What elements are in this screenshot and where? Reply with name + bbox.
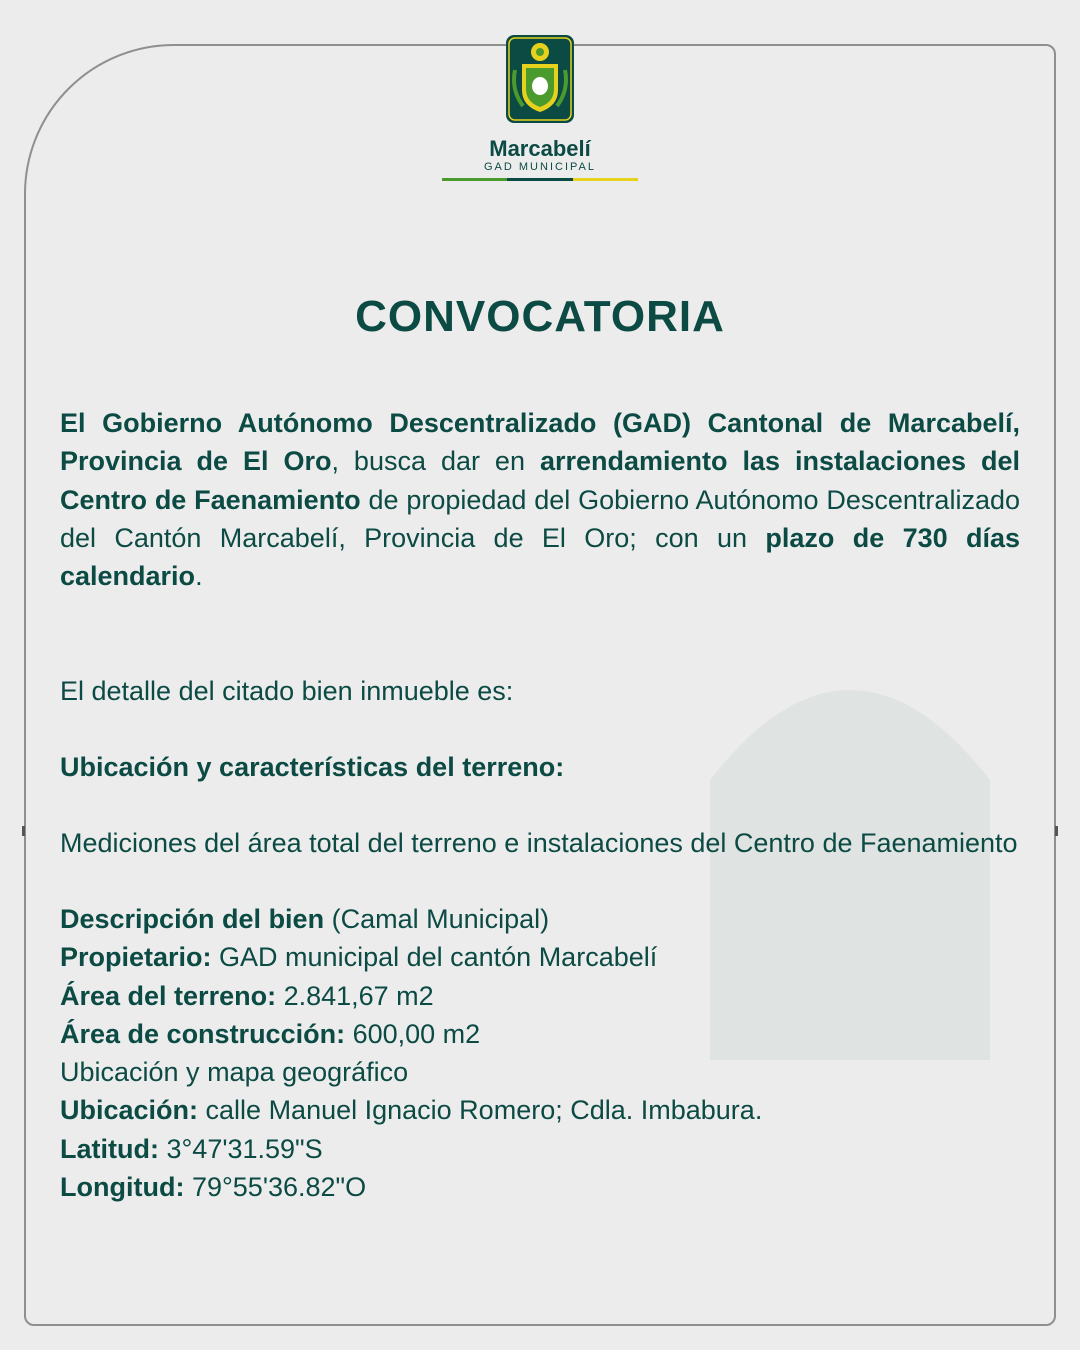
detail-value: Ubicación y mapa geográfico — [60, 1057, 409, 1088]
detail-row-longitud — [60, 1168, 1020, 1206]
detalle-text: El detalle del citado bien inmueble es: — [60, 676, 514, 706]
detail-value: GAD municipal del cantón Marcabelí — [211, 942, 658, 973]
intro-bold-1: El Gobierno Autónomo Descentralizado (GAD) Cantonal de Marcabelí, Provincia de El Oro — [60, 408, 1020, 477]
mediciones-text: Mediciones del área total del terreno e instalaciones del Centro de Faenamiento — [60, 828, 1018, 858]
coat-of-arms-icon — [505, 34, 575, 124]
frame-tick-left — [22, 826, 25, 836]
brand-color-bar — [442, 178, 638, 181]
detail-label: Área del terreno: — [60, 980, 277, 1011]
detail-row-area-terreno — [60, 977, 1020, 1015]
detail-row-mapa — [60, 1053, 1020, 1091]
details-list — [60, 900, 1020, 1206]
logo-block — [440, 34, 640, 181]
content — [60, 404, 1020, 1203]
detail-label: Longitud: — [60, 1172, 185, 1203]
detail-label: Ubicación: — [60, 1095, 199, 1126]
detail-row-ubicacion — [60, 1091, 1020, 1129]
detail-row-area-construccion — [60, 1015, 1020, 1053]
detail-value: 3°47'31.59"S — [158, 1133, 323, 1164]
intro-text-2: de propiedad del Gobierno Autónomo Descentralizado del Cantón Marcabelí, Provincia de El Oro; con un — [60, 484, 1020, 553]
detail-label: Área de construcción: — [60, 1018, 346, 1049]
intro-bold-3: plazo de 730 días calendario — [60, 522, 1020, 592]
detail-value: calle Manuel Ignacio Romero; Cdla. Imbabura. — [198, 1095, 763, 1126]
brand-subtitle: GAD MUNICIPAL — [484, 161, 596, 173]
detail-value: 79°55'36.82"O — [184, 1172, 367, 1203]
detail-row-latitud — [60, 1130, 1020, 1168]
ubicacion-heading: Ubicación y características del terreno: — [60, 752, 565, 782]
intro-paragraph — [60, 404, 1020, 595]
page-title: CONVOCATORIA — [355, 292, 725, 341]
detail-label: Descripción del bien — [60, 904, 325, 934]
detail-label: Propietario: — [60, 942, 212, 973]
detail-value: (Camal Municipal) — [324, 904, 550, 934]
detail-row-descripcion — [60, 900, 1020, 938]
intro-bold-2: arrendamiento las instalaciones del Centro de Faenamiento — [60, 446, 1020, 515]
brand-name: Marcabelí — [489, 136, 591, 161]
detail-label: Latitud: — [60, 1133, 159, 1164]
intro-text-3: . — [195, 561, 203, 592]
detail-value: 2.841,67 m2 — [276, 980, 434, 1011]
detail-value: 600,00 m2 — [345, 1018, 481, 1049]
detail-row-propietario — [60, 938, 1020, 976]
frame-tick-right — [1055, 826, 1058, 836]
intro-text-1: , busca dar en — [331, 446, 540, 477]
